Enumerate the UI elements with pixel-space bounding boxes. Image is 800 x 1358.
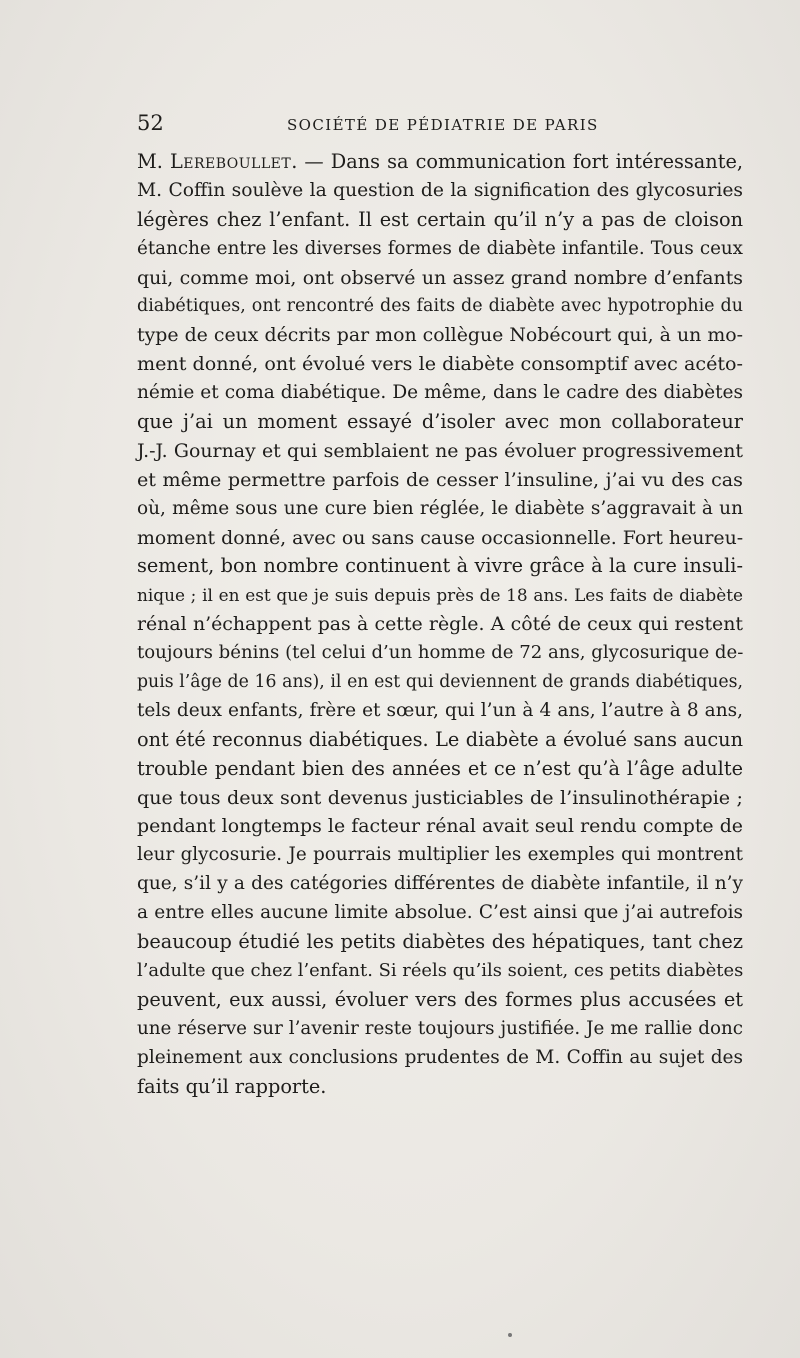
text-line: une réserve sur l’avenir reste toujours justifiée. Je me rallie donc	[137, 1017, 743, 1039]
first-line-rest: . — Dans sa communication fort intéressante,	[291, 150, 743, 173]
text-line: tels deux enfants, frère et sœur, qui l’un à 4 ans, l’autre à 8 ans,	[137, 699, 743, 721]
page-number: 52	[137, 111, 164, 135]
text-line: où, même sous une cure bien réglée, le diabète s’aggravait à un	[137, 497, 743, 519]
text-line: pendant longtemps le facteur rénal avait seul rendu compte de	[137, 815, 743, 838]
text-line: trouble pendant bien des années et ce n’est qu’à l’âge adulte	[137, 756, 743, 780]
speaker-prefix: M.	[137, 150, 170, 173]
text-line: pleinement aux conclusions prudentes de M. Coffin au sujet des	[137, 1046, 743, 1068]
text-line: nique ; il en est que je suis depuis près de 18 ans. Les faits de diabète	[137, 585, 743, 606]
text-line: que tous deux sont devenus justiciables de l’insulinothérapie ;	[137, 785, 743, 809]
text-line: qui, comme moi, ont observé un assez grand nombre d’enfants	[137, 266, 743, 289]
text-line: leur glycosurie. Je pourrais multiplier les exemples qui montrent	[137, 844, 743, 866]
paper-speck	[508, 1333, 512, 1337]
text-line	[137, 148, 743, 177]
body-paragraph	[137, 148, 743, 1101]
text-line: type de ceux décrits par mon collègue Nobécourt qui, à un mo-	[137, 324, 743, 347]
text-line: sement, bon nombre continuent à vivre grâce à la cure insuli-	[137, 554, 743, 578]
speaker-name: Lereboullet	[169, 150, 292, 173]
text-line: que j’ai un moment essayé d’isoler avec mon collaborateur	[137, 410, 743, 434]
text-line: étanche entre les diverses formes de diabète infantile. Tous ceux	[137, 237, 743, 259]
text-line: a entre elles aucune limite absolue. C’est ainsi que j’ai autrefois	[137, 902, 743, 924]
text-line: rénal n’échappent pas à cette règle. A côté de ceux qui restent	[137, 613, 743, 636]
text-line: que, s’il y a des catégories différentes de diabète infantile, il n’y	[137, 873, 743, 895]
text-line: beaucoup étudié les petits diabètes des hépatiques, tant chez	[137, 930, 743, 954]
text-line: peuvent, eux aussi, évoluer vers des formes plus accusées et	[137, 987, 743, 1011]
text-line: puis l’âge de 16 ans), il en est qui deviennent de grands diabétiques,	[137, 672, 743, 693]
running-head: SOCIÉTÉ DE PÉDIATRIE DE PARIS	[287, 116, 599, 134]
text-line: et même permettre parfois de cesser l’insuline, j’ai vu des cas	[137, 467, 743, 491]
text-line: légères chez l’enfant. Il est certain qu’il n’y a pas de cloison	[137, 207, 743, 231]
text-line: némie et coma diabétique. De même, dans le cadre des diabètes	[137, 382, 743, 404]
text-line: moment donné, avec ou sans cause occasionnelle. Fort heureu-	[137, 526, 744, 549]
text-line: ont été reconnus diabétiques. Le diabète a évolué sans aucun	[137, 727, 743, 751]
text-line: l’adulte que chez l’enfant. Si réels qu’ils soient, ces petits diabètes	[137, 959, 744, 981]
text-line: faits qu’il rapporte.	[137, 1074, 327, 1098]
page-header	[137, 110, 737, 140]
text-line: toujours bénins (tel celui d’un homme de 72 ans, glycosurique de-	[137, 642, 744, 664]
text-line: J.-J. Gournay et qui semblaient ne pas évoluer progressivement	[137, 439, 743, 462]
text-line: diabétiques, ont rencontré des faits de diabète avec hypotrophie du	[137, 296, 743, 317]
text-line: M. Coffin soulève la question de la signification des glycosuries	[137, 179, 743, 201]
text-line: ment donné, ont évolué vers le diabète consomptif avec acéto-	[137, 352, 743, 376]
